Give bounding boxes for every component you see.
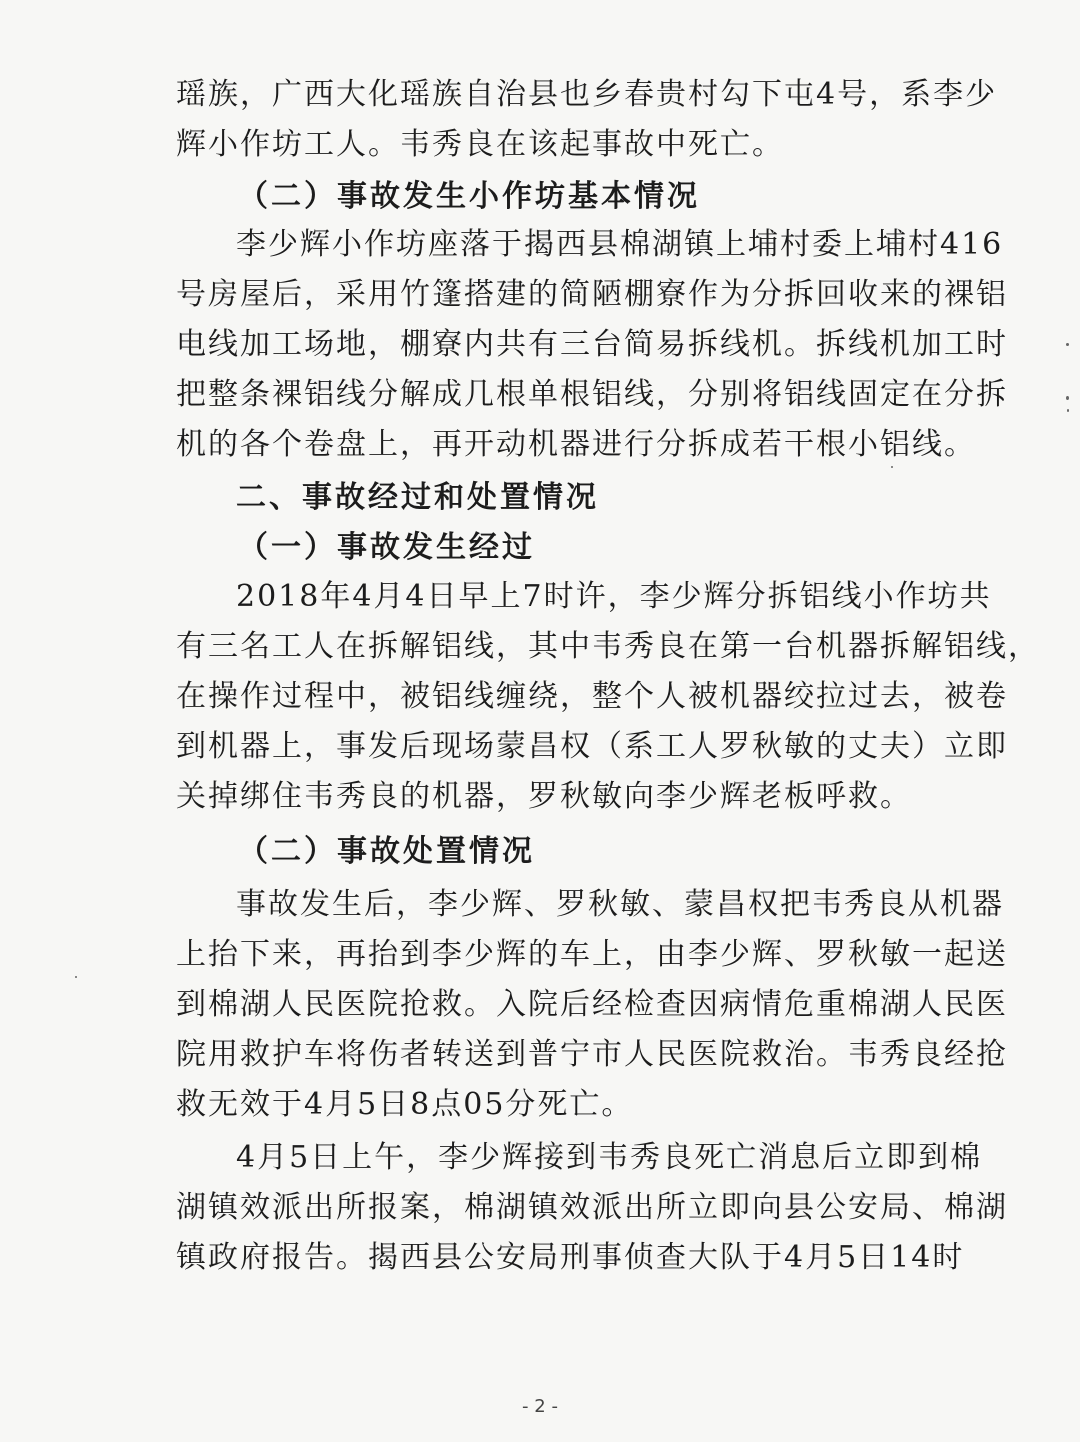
scan-speck: [1066, 396, 1069, 400]
text-line-15: 关掉绑住韦秀良的机器，罗秋敏向李少辉老板呼救。: [176, 779, 912, 814]
scan-speck: [891, 466, 893, 468]
text-line-1: 瑶族，广西大化瑶族自治县也乡春贵村勾下屯4号，系李少: [176, 77, 998, 112]
scan-speck: [75, 976, 77, 978]
text-line-17: 事故发生后，李少辉、罗秋敏、蒙昌权把韦秀良从机器: [236, 887, 1004, 922]
text-line-8: 机的各个卷盘上，再开动机器进行分拆成若干根小铝线。: [176, 427, 976, 462]
section-heading-accident-process: 二、事故经过和处置情况: [236, 480, 599, 515]
text-line-4: 李少辉小作坊座落于揭西县棉湖镇上埔村委上埔村416: [236, 227, 1004, 262]
text-line-24: 镇政府报告。揭西县公安局刑事侦查大队于4月5日14时: [176, 1240, 965, 1275]
text-line-23: 湖镇效派出所报案，棉湖镇效派出所立即向县公安局、棉湖: [176, 1190, 1008, 1225]
text-line-18: 上抬下来，再抬到李少辉的车上，由李少辉、罗秋敏一起送: [176, 937, 1008, 972]
scan-speck: [1066, 343, 1069, 346]
subsection-heading-occurrence: （一）事故发生经过: [238, 530, 535, 565]
text-line-19: 到棉湖人民医院抢救。入院后经检查因病情危重棉湖人民医: [176, 987, 1008, 1022]
page-number: - 2 -: [522, 1396, 558, 1417]
text-line-6: 电线加工场地，棚寮内共有三台简易拆线机。拆线机加工时: [176, 327, 1008, 362]
text-line-11: 2018年4月4日早上7时许，李少辉分拆铝线小作坊共: [236, 579, 992, 614]
text-line-5: 号房屋后，采用竹篷搭建的简陋棚寮作为分拆回收来的裸铝: [176, 277, 1008, 312]
section-heading-workshop: （二）事故发生小作坊基本情况: [238, 179, 700, 214]
scan-speck: [1067, 409, 1069, 412]
text-line-14: 到机器上，事发后现场蒙昌权（系工人罗秋敏的丈夫）立即: [176, 729, 1008, 764]
text-line-20: 院用救护车将伤者转送到普宁市人民医院救治。韦秀良经抢: [176, 1037, 1008, 1072]
text-line-22: 4月5日上午，李少辉接到韦秀良死亡消息后立即到棉: [236, 1140, 983, 1175]
text-line-12: 有三名工人在拆解铝线，其中韦秀良在第一台机器拆解铝线，: [176, 629, 1040, 664]
text-line-7: 把整条裸铝线分解成几根单根铝线，分别将铝线固定在分拆: [176, 377, 1008, 412]
text-line-13: 在操作过程中，被铝线缠绕，整个人被机器绞拉过去，被卷: [176, 679, 1008, 714]
text-line-21: 救无效于4月5日8点05分死亡。: [176, 1087, 634, 1122]
text-line-2: 辉小作坊工人。韦秀良在该起事故中死亡。: [176, 127, 784, 162]
subsection-heading-handling: （二）事故处置情况: [238, 834, 535, 869]
